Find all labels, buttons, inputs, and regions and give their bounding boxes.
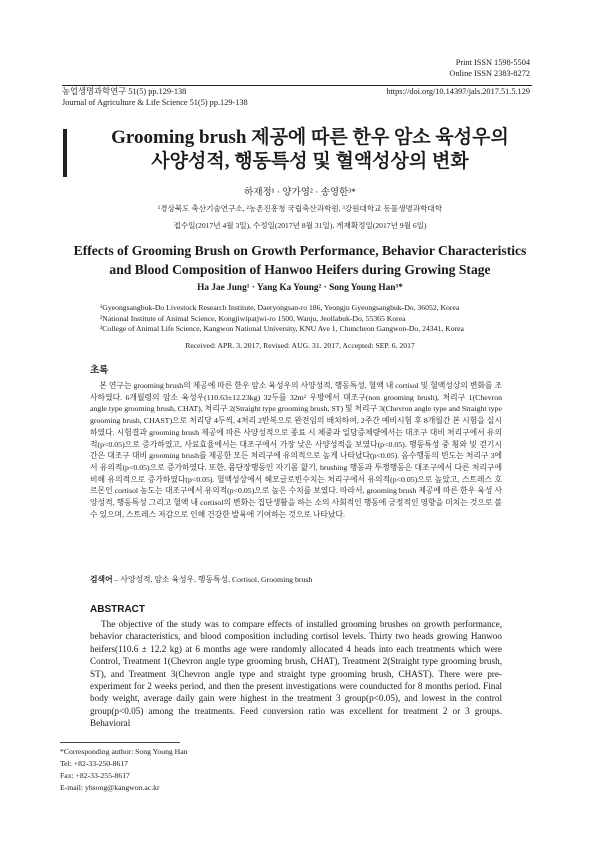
journal-citation	[62, 86, 248, 108]
korean-dates: 접수일(2017년 4월 3일), 수정일(2017년 8월 31일), 게재확정일(2017년 9월 6일)	[173, 221, 427, 230]
affiliation-2: ²National Institute of Animal Science, Kongjiwipatjwi-ro 1500, Wanju, Jeollabuk-Do, 55365 Korea	[100, 313, 406, 323]
journal-english: Journal of Agriculture & Life Science 51(5) pp.129-138	[62, 98, 248, 107]
english-title	[60, 241, 540, 279]
english-dates: Received: APR. 3. 2017, Revised: AUG. 31. 2017, Accepted: SEP. 6. 2017	[185, 341, 415, 350]
online-issn: Online ISSN 2383-8272	[449, 69, 530, 78]
korean-abstract-heading: 초록	[90, 365, 109, 376]
issn-block	[449, 57, 530, 79]
tel: Tel: +82-33-250-8617	[60, 759, 129, 768]
fax: Fax: +82-33-255-8617	[60, 771, 130, 780]
english-title-line1: Effects of Grooming Brush on Growth Performance, Behavior Characteristics	[73, 243, 527, 258]
korean-title	[70, 126, 550, 174]
doi-link[interactable]: https://doi.org/10.14397/jals.2017.51.5.129	[386, 87, 530, 96]
english-title-line2: and Blood Composition of Hanwoo Heifers during Growing Stage	[109, 262, 491, 277]
header-rule	[62, 85, 532, 86]
footnote-rule	[60, 742, 180, 743]
korean-authors: 하재정¹ · 양가영² · 송영한³*	[244, 188, 356, 198]
keywords-list: – 사양성적, 암소 육성우, 행동특성, Cortisol, Grooming brush	[112, 575, 313, 584]
abstract-body: The objective of the study was to compare effects of installed grooming brushes on growth performance, behavior characteristics, and blood composition including cortisol levels. Thirty two heads growing Hanwoo heifers(110.6 ± 12.2 kg) at 6 months age were randomly allocated 4 heads into each treatments which were Control, Treatment 1(Chevron angle type grooming brush, CHAT), Treatment 2(Straight type grooming brush, ST), and Treatment 3(Chevron angle type and straight type grooming brush, CHAST). There were pre-experiment for 2 weeks period, and then the present investigations were counducted for 8 months period. Final body weight, average daily gain were highest in the treatment 3 group(p<0.05), and lowest in the control group(p<0.05) among the treatments. Feed conversion ratio was excellent for treatment 2 or 3 groups. Behavioral	[90, 619, 502, 729]
journal-korean: 농업생명과학연구 51(5) pp.129-138	[62, 87, 187, 96]
corresponding-author: *Corresponding author: Song Young Han	[60, 747, 188, 756]
keywords	[90, 574, 312, 585]
korean-title-line1: Grooming brush 제공에 따른 한우 암소 육성우의	[111, 127, 509, 148]
korean-affiliations: ¹경상북도 축산기술연구소, ²농촌진흥청 국립축산과학원, ³강원대학교 동물생명과학대학	[157, 204, 443, 213]
affiliation-3: ³College of Animal Life Science, Kangwon National University, KNU Ave 1, Chuncheon Gangwon-Do, 24341, Korea	[100, 324, 464, 333]
english-authors: Ha Jae Jung¹ · Yang Ka Young² · Song Young Han³*	[197, 283, 403, 293]
affiliation-1: ¹Gyeongsangbuk-Do Livestock Research Institute, Daeryongsan-ro 186, Yeongju Gyeongsangbuk-Do, 36052, Korea	[100, 303, 460, 312]
abstract-heading: ABSTRACT	[90, 604, 145, 615]
print-issn: Print ISSN 1598-5504	[455, 58, 530, 67]
korean-title-line2: 사양성적, 행동특성 및 혈액성상의 변화	[151, 151, 469, 172]
footnote	[60, 746, 187, 794]
english-affiliations	[100, 303, 550, 335]
title-accent-bar	[63, 129, 67, 177]
email-link[interactable]: E-mail: yhsong@kangwon.ac.kr	[60, 783, 160, 792]
korean-abstract-body: 본 연구는 grooming brush의 제공에 따른 한우 암소 육성우의 사양성적, 행동특성, 혈액 내 cortisol 및 혈액성상의 변화를 조사하였다. 6개월령의 암소 육성우(110.63±12.23kg) 32두를 32m² 우방에서 대조구(non grooming brush), 처리구 1(Chevron angle type grooming brush, CHAT), 처리구 2(Straight type grooming brush, ST) 및 처리구 3(Chevron angle type and Straight type grooming brush, CHAST)으로 처리당 4두씩, 4처리 2반복으로 완전임의 배치하여, 2주간 예비시험 후 8개월간 본 시험을 실시하였다. 시험결과 grooming brush 제공에 따른 사양성적으로 종료 시 체중과 일당증체량에서는 대조구 대비 처리구에서 유의적(p<0.05)으로 증가하였고, 사료효율에서는 대조구에서 가장 낮은 사양성적을 보였다(p<0.05). 행동특성 중 횡와 및 걷기시간은 대조구 대비 grooming brush를 제공한 모든 처리구에 유의적으로 높게 나타났다(p<0.05). 음수행동의 빈도는 처리구 3에서 유의적(p<0.05)으로 증가하였다. 또한, 몸단장행동인 자기몸 핥기, brushing 행동과 투쟁행동은 대조구에서 다른 처리구에 비해 유의적으로 증가하였다(p<0.05). 혈액성상에서 헤모글로빈수치는 처리구에서 유의적(p<0.05)으로 높았고, 스트레스 호르몬인 cortisol 농도는 대조구에서 유의적(p<0.05)으로 높은 수치를 보였다. 따라서, grooming brush 제공에 따른 한우 육성 사양성적, 행동특성 그리고 혈액 내 cortisol의 변화는 집단생활을 하는 소의 사회적인 행동에 긍정적인 영향을 미치는 것으로 볼 수 있으며, 스트레스 저감으로 인해 건강한 발육에 기여하는 것으로 나타났다.	[90, 381, 502, 519]
keywords-label: 검색어	[90, 575, 113, 584]
